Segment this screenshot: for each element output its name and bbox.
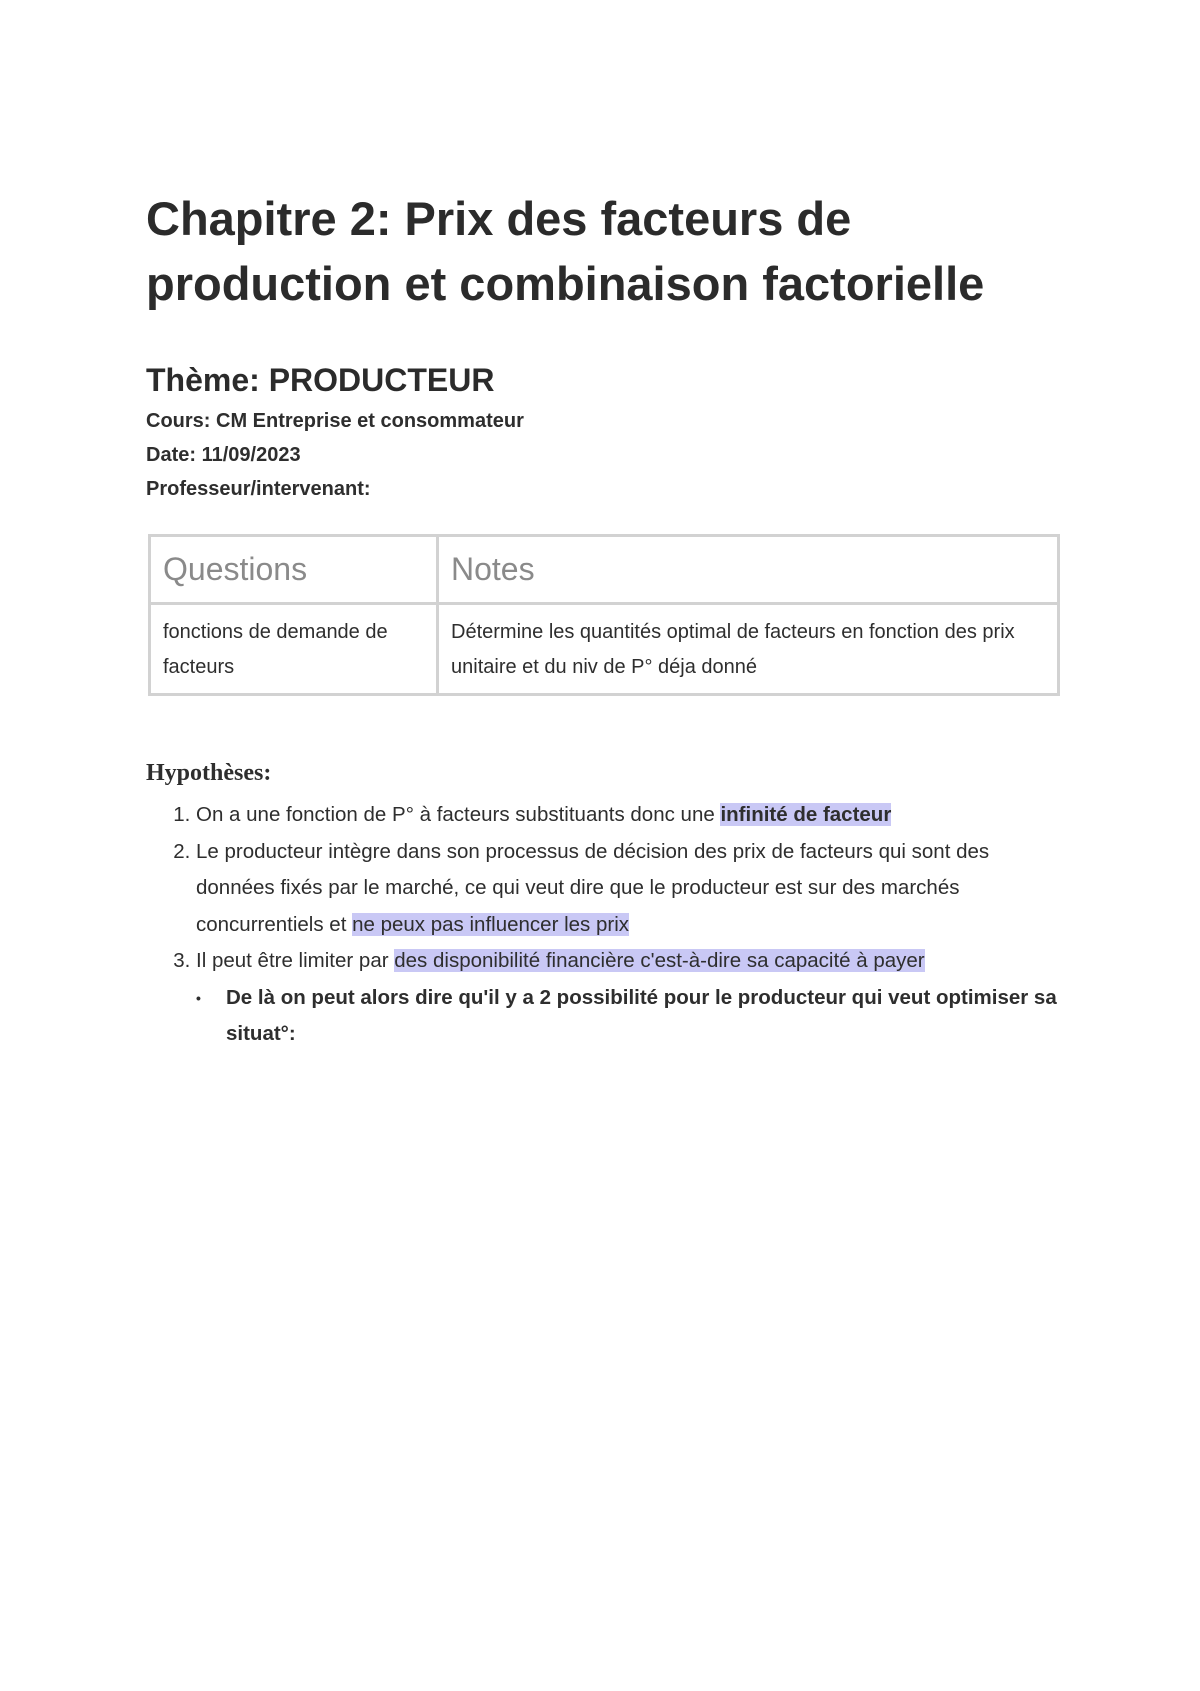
hypothesis-text: Le producteur intègre dans son processus de décision des prix de facteurs qui sont des données fixés par le marché, ce qui veut dire que le producteur est sur des marchés concurrentiels et — [196, 839, 990, 936]
page-title: Chapitre 2: Prix des facteurs de production et combinaison factorielle — [146, 192, 985, 310]
hypothesis-text: On a une fonction de P° à facteurs substituants donc une — [196, 803, 721, 826]
note-cell: Détermine les quantités optimal de facteurs en fonction des prix unitaire et du niv de P° déja donné — [438, 604, 1059, 695]
notes-table — [148, 534, 1060, 696]
list-item — [196, 797, 1062, 834]
question-cell: fonctions de demande de facteurs — [150, 604, 438, 695]
hypothesis-text: Il peut être limiter par — [196, 949, 395, 972]
sub-item-text: De là on peut alors dire qu'il y a 2 possibilité pour le producteur qui veut optimiser sa situat°: — [226, 985, 1057, 1045]
course-line: Cours: CM Entreprise et consommateur — [146, 410, 524, 432]
theme-heading: Thème: PRODUCTEUR — [146, 362, 495, 398]
highlighted-text: des disponibilité financière c'est-à-dire sa capacité à payer — [394, 949, 925, 972]
bullet-icon: • — [196, 989, 201, 1006]
table-header-row — [150, 536, 1059, 604]
list-item — [196, 943, 1062, 1053]
highlighted-text: ne peux pas influencer les prix — [352, 912, 630, 936]
date-line: Date: 11/09/2023 — [146, 444, 301, 466]
hypotheses-list — [146, 797, 1062, 1053]
sub-list-item — [196, 980, 1062, 1053]
document-page — [146, 186, 1062, 1053]
highlighted-text: infinité de facteur — [720, 803, 892, 826]
questions-header: Questions — [150, 536, 438, 604]
sub-list — [196, 980, 1062, 1053]
hypotheses-heading: Hypothèses: — [146, 760, 272, 786]
list-item — [196, 834, 1062, 944]
notes-header: Notes — [438, 536, 1059, 604]
table-row — [150, 604, 1059, 695]
professor-line: Professeur/intervenant: — [146, 478, 371, 500]
